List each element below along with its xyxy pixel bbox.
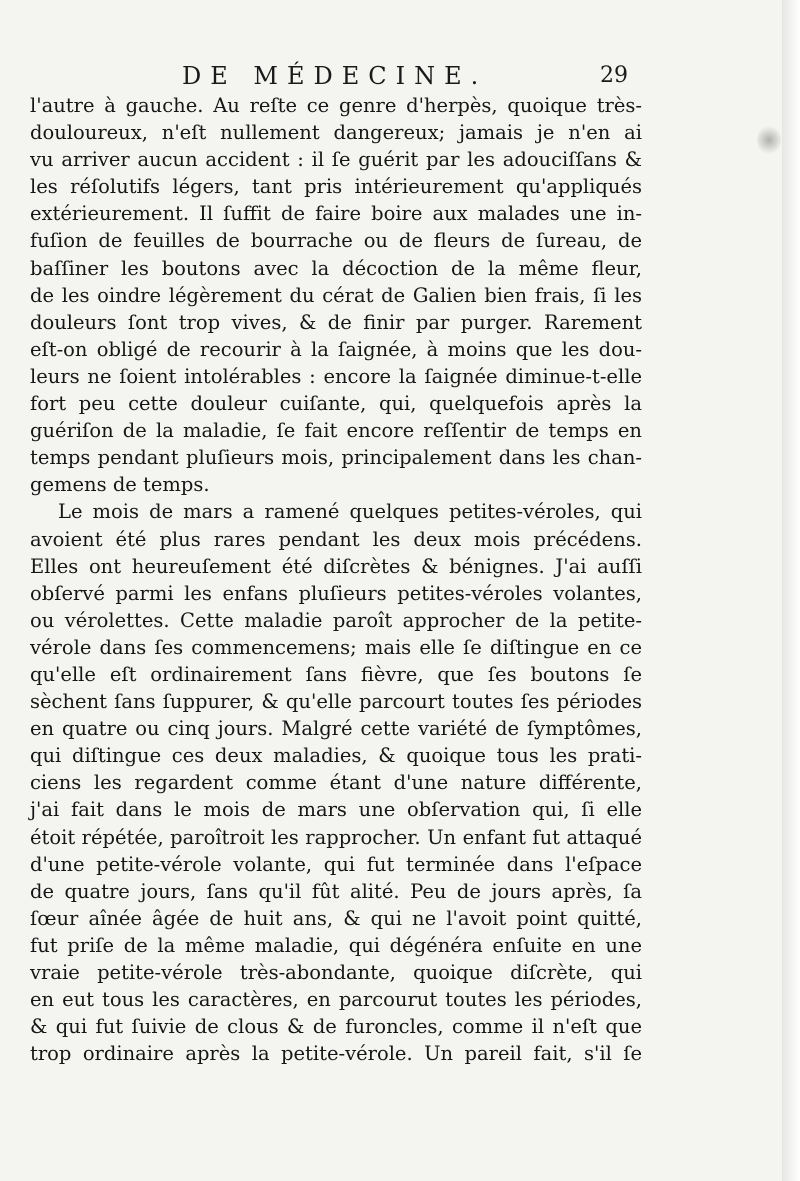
text-line: ciens les regardent comme étant d'une nature différente, xyxy=(30,771,642,795)
text-line: l'autre à gauche. Au reſte ce genre d'herpès, quoique très- xyxy=(30,94,642,117)
text-line: Elles ont heureuſement été diſcrètes & bénignes. J'ai auſſi xyxy=(30,554,642,578)
text-line: douleurs ſont trop vives, & de finir par purger. Rarement xyxy=(30,310,642,334)
page-edge xyxy=(782,0,800,1181)
text-line: étoit répétée, paroîtroit les rapprocher. Un enfant fut attaqué xyxy=(30,825,642,849)
text-line: leurs ne ſoient intolérables : encore la ſaignée diminue-t-elle xyxy=(30,364,642,388)
text-line: fut priſe de la même maladie, qui dégénéra enſuite en une xyxy=(30,933,642,957)
text-line: en quatre ou cinq jours. Malgré cette variété de ſymptômes, xyxy=(30,717,642,741)
text-line: vu arriver aucun accident : il ſe guérit par les adouciſſans & xyxy=(30,148,642,172)
text-line: j'ai fait dans le mois de mars une obſervation qui, ſi elle xyxy=(30,798,642,822)
text-line: sèchent ſans ſuppurer, & qu'elle parcourt toutes ſes périodes xyxy=(30,690,642,714)
text-line: Le mois de mars a ramené quelques petites-véroles, qui xyxy=(58,500,642,524)
page-number: 29 xyxy=(600,63,628,88)
text-line: avoient été plus rares pendant les deux mois précédens. xyxy=(30,527,642,551)
text-line: de les oindre légèrement du cérat de Galien bien frais, ſi les xyxy=(30,283,642,307)
text-line: qui diſtingue ces deux maladies, & quoique tous les prati- xyxy=(30,744,642,768)
text-line: d'une petite-vérole volante, qui fut terminée dans l'eſpace xyxy=(30,852,642,876)
text-line: & qui fut ſuivie de clous & de furoncles, comme il n'eſt que xyxy=(30,1015,642,1039)
text-line: en eut tous les caractères, en parcourut toutes les périodes, xyxy=(30,988,642,1012)
body-text xyxy=(30,92,642,1067)
text-line: ou vérolettes. Cette maladie paroît approcher de la petite- xyxy=(30,608,642,632)
text-line: vraie petite-vérole très-abondante, quoique diſcrète, qui xyxy=(30,961,642,984)
text-line: eſt-on obligé de recourir à la ſaignée, à moins que les dou- xyxy=(30,337,642,361)
text-line: guériſon de la maladie, ſe fait encore reſſentir de temps en xyxy=(30,419,642,443)
ink-smudge xyxy=(757,124,781,156)
text-line: qu'elle eſt ordinairement ſans fièvre, que ſes boutons ſe xyxy=(30,662,642,686)
text-line: fort peu cette douleur cuiſante, qui, quelquefois après la xyxy=(30,392,642,416)
text-line: gemens de temps. xyxy=(30,473,210,497)
text-line: baſſiner les boutons avec la décoction de la même fleur, xyxy=(30,256,642,280)
text-line: fuſion de feuilles de bourrache ou de fleurs de ſureau, de xyxy=(30,229,642,253)
text-line: extérieurement. Il ſuffit de faire boire aux malades une in- xyxy=(30,202,642,226)
text-line: de quatre jours, ſans qu'il fût alité. Peu de jours après, ſa xyxy=(30,879,642,903)
text-line: temps pendant pluſieurs mois, principalement dans les chan- xyxy=(30,446,642,470)
text-line: douloureux, n'eſt nullement dangereux; jamais je n'en ai xyxy=(30,121,642,145)
page-header xyxy=(0,58,800,94)
text-line: les réſolutifs légers, tant pris intérieurement qu'appliqués xyxy=(30,175,642,199)
running-title: DE MÉDECINE. xyxy=(182,62,488,90)
text-line: ſœur aînée âgée de huit ans, & qui ne l'avoit point quitté, xyxy=(30,906,642,930)
text-line: vérole dans ſes commencemens; mais elle ſe diſtingue en ce xyxy=(30,635,642,659)
text-line: trop ordinaire après la petite-vérole. Un pareil fait, s'il ſe xyxy=(30,1042,642,1066)
text-line: obſervé parmi les enfans pluſieurs petites-véroles volantes, xyxy=(30,581,642,605)
